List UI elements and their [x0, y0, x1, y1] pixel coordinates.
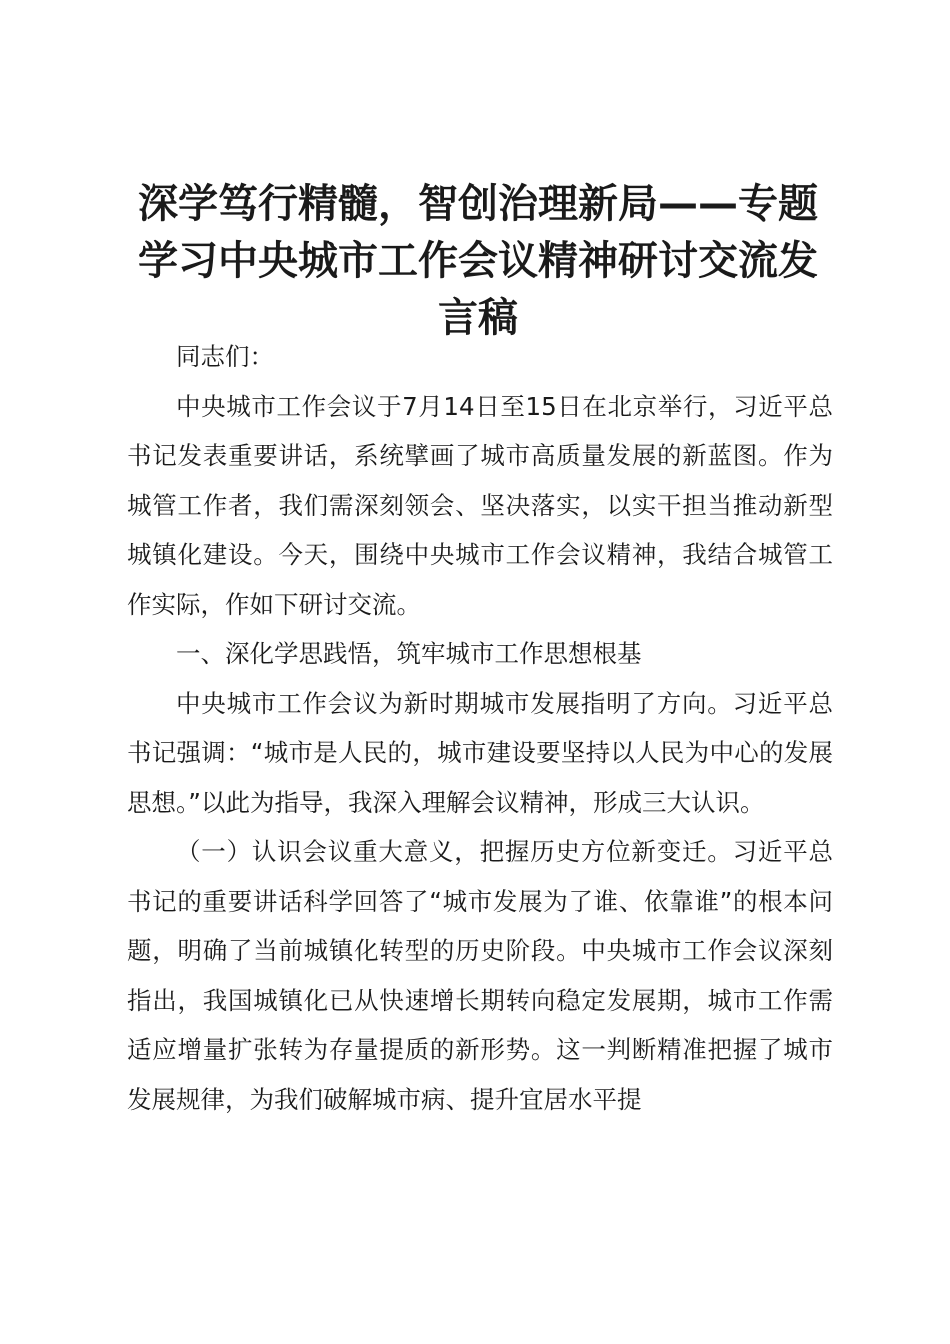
paragraph-subsection-1: （一）认识会议重大意义，把握历史方位新变迁。习近平总书记的重要讲话科学回答了“城市发展为了谁、依靠谁”的根本问题，明确了当前城镇化转型的历史阶段。中央城市工作会议深刻指出，我国城镇化已从快速增长期转向稳定发展期，城市工作需适应增量扩张转为存量提质的新形势。这一判断精准把握了城市发展规律，为我们破解城市病、提升宜居水平提 [127, 837, 833, 1114]
document-title: 深学笃行精髓，智创治理新局——专题学习中央城市工作会议精神研讨交流发言稿 [138, 181, 818, 341]
salutation: 同志们： [176, 342, 274, 371]
paragraph-intro: 中央城市工作会议于7月14日至15日在北京举行，习近平总书记发表重要讲话，系统擘画了城市高质量发展的新蓝图。作为城管工作者，我们需深刻领会、坚决落实，以实干担当推动新型城镇化建设。今天，围绕中央城市工作会议精神，我结合城管工作实际，作如下研讨交流。 [127, 391, 833, 619]
document-body [127, 332, 833, 1124]
section-heading-1: 一、深化学思践悟，筑牢城市工作思想根基 [176, 639, 642, 668]
paragraph-section-1: 中央城市工作会议为新时期城市发展指明了方向。习近平总书记强调：“城市是人民的，城市建设要坚持以人民为中心的发展思想。”以此为指导，我深入理解会议精神，形成三大认识。 [127, 688, 833, 817]
